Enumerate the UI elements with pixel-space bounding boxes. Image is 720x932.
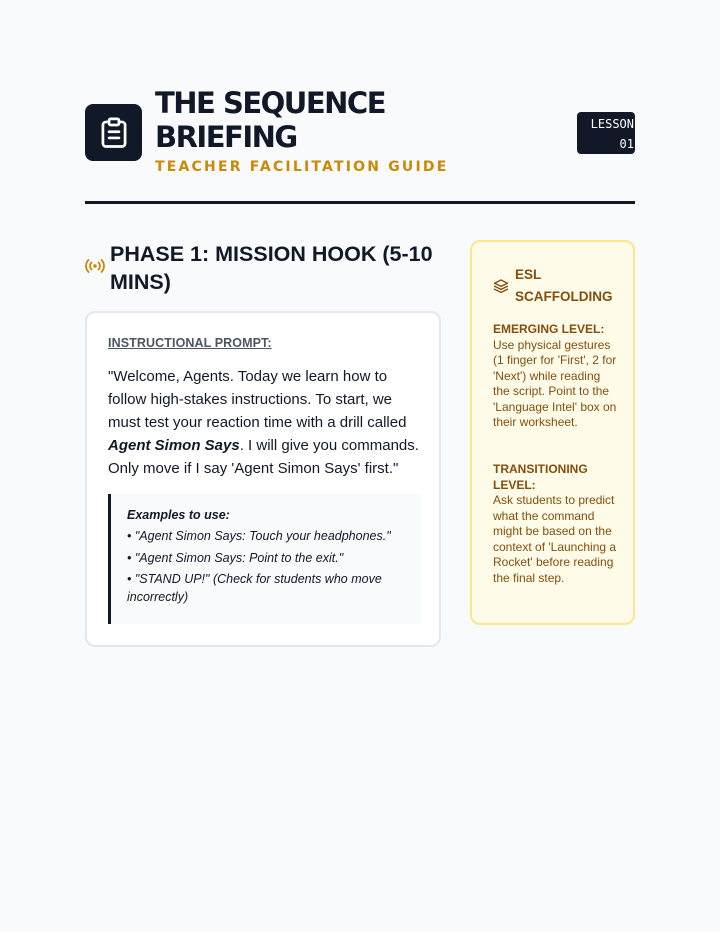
example-item: • "STAND UP!" (Check for students who move incorrectly) bbox=[127, 572, 382, 604]
examples-title: Examples to use: bbox=[127, 508, 230, 522]
clipboard-icon bbox=[99, 117, 129, 149]
prompt-label: INSTRUCTIONAL PROMPT: bbox=[108, 336, 272, 350]
phase-title: PHASE 1: MISSION HOOK (5-10 MINS) bbox=[110, 242, 433, 294]
logo bbox=[85, 104, 142, 161]
prompt-text bbox=[108, 365, 428, 480]
examples-box bbox=[108, 494, 421, 624]
broadcast-icon bbox=[85, 258, 105, 274]
esl-scaffolding-card bbox=[470, 240, 635, 625]
page-header bbox=[85, 86, 635, 186]
page-title: THE SEQUENCE BRIEFING bbox=[155, 86, 386, 154]
example-item: • "Agent Simon Says: Point to the exit." bbox=[127, 550, 344, 565]
lesson-badge: LESSON 01 bbox=[577, 112, 635, 154]
example-item: • "Agent Simon Says: Touch your headphones." bbox=[127, 529, 391, 543]
esl-transitioning-text: Ask students to predict what the command might be based on the context of 'Launching a Rocket' before reading the final step. bbox=[493, 493, 617, 585]
prompt-emphasis: Agent Simon Says bbox=[108, 437, 240, 454]
esl-emerging-label: EMERGING LEVEL: bbox=[493, 322, 605, 336]
prompt-text-after: . I will give you commands. Only move if I say 'Agent Simon Says' first." bbox=[108, 437, 419, 477]
page-subtitle: TEACHER FACILITATION GUIDE bbox=[155, 159, 449, 175]
prompt-text-before: "Welcome, Agents. Today we learn how to follow high-stakes instructions. To start, we must test your reaction time with a drill called bbox=[108, 368, 407, 431]
esl-emerging-text: Use physical gestures (1 finger for 'First', 2 for 'Next') while reading the script. Point to the 'Language Intel' box on their worksheet. bbox=[493, 337, 617, 429]
esl-emerging-section bbox=[493, 322, 618, 431]
esl-transitioning-label: TRANSITIONING LEVEL: bbox=[493, 462, 588, 492]
layers-icon bbox=[493, 278, 509, 294]
header-divider bbox=[85, 201, 635, 204]
esl-title: ESL SCAFFOLDING bbox=[515, 267, 613, 304]
instructional-prompt-card bbox=[85, 311, 441, 647]
esl-transitioning-section bbox=[493, 462, 618, 586]
